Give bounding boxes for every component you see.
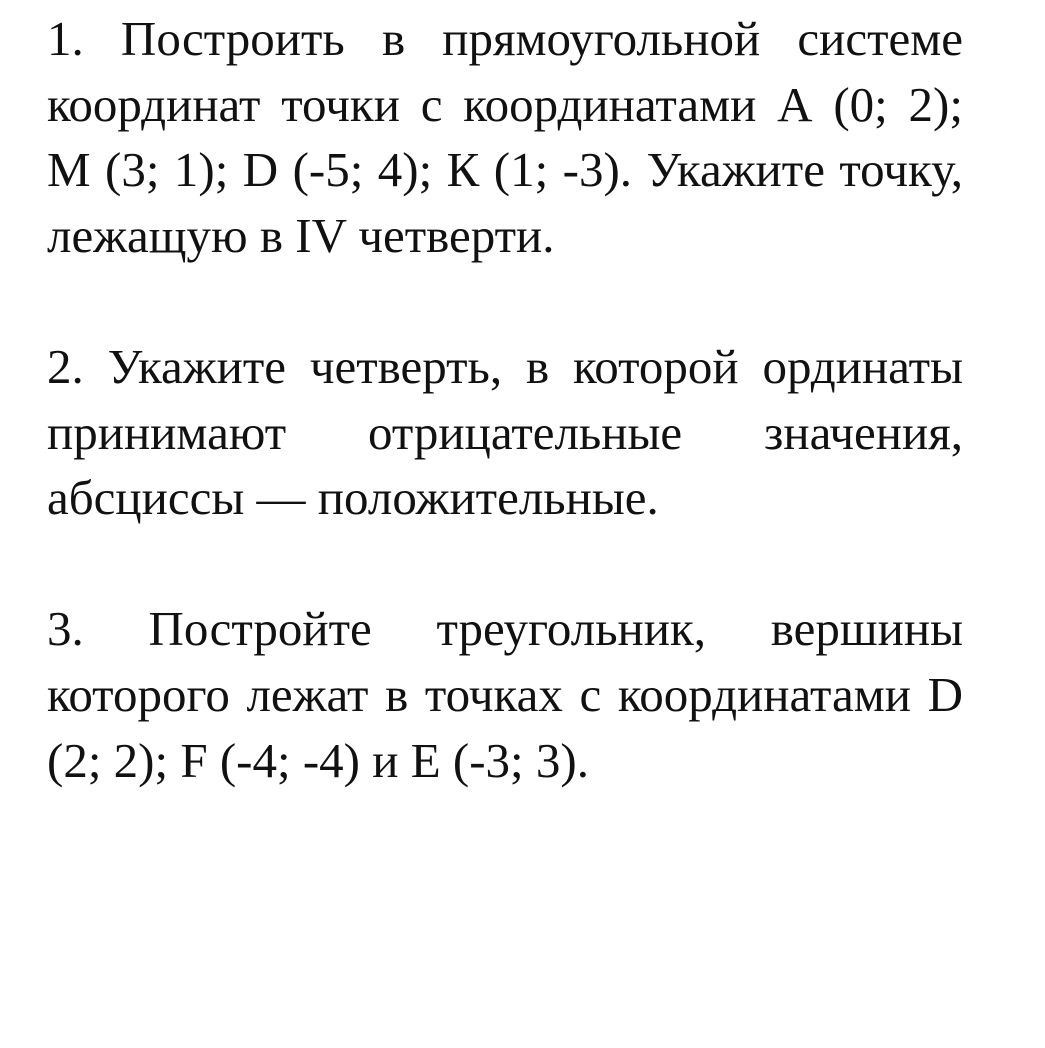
task-3-text: 3. Постройте треугольник, вершины которого лежат в точках с координатами D (2; 2); F (-4; -4) и E (-3; 3). bbox=[47, 601, 963, 788]
document-page bbox=[47, 6, 963, 793]
task-1-text: 1. Построить в прямоугольной системе координат точки с координатами А (0; 2); М (3; 1); D (-5; 4); К (1; -3). Укажите точку, лежащую в IV четверти. bbox=[47, 11, 963, 263]
task-2-text: 2. Укажите четверть, в которой ординаты принимают отрицательные значения, абсциссы — положительные. bbox=[47, 338, 963, 526]
